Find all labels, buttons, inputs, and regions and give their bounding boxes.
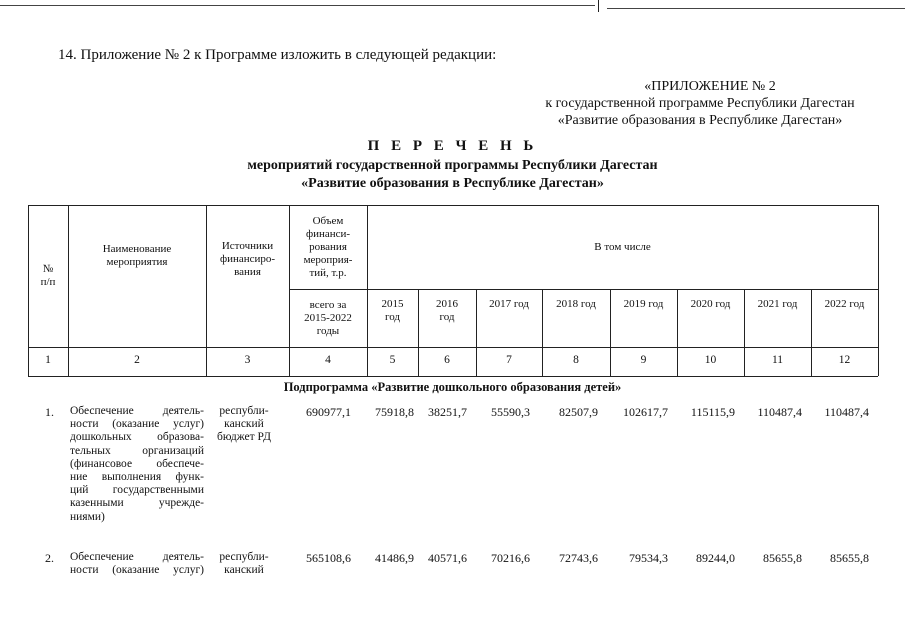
value-2020: 115115,9 (690, 405, 735, 419)
value-2015: 41486,9 (375, 551, 414, 565)
colnum-2: 2 (134, 354, 140, 366)
value-2017: 55590,3 (491, 405, 530, 419)
colnum-6: 6 (444, 354, 450, 366)
header-2020: 2020 год (690, 297, 731, 310)
colnum-8: 8 (573, 354, 579, 366)
top-rule-right (607, 8, 905, 9)
document-subtitle-2: «Развитие образования в Республике Дагестан» (301, 176, 604, 191)
colnum-12: 12 (838, 354, 851, 366)
document-title: П Е Р Е Ч Е Н Ь (367, 138, 538, 154)
appendix-line-2: к государственной программе Республики Дагестан (545, 96, 855, 111)
value-2019: 79534,3 (629, 551, 668, 565)
colnum-9: 9 (640, 354, 647, 366)
header-2018: 2018 год (556, 297, 596, 310)
row-index: 1. (45, 405, 54, 419)
value-2019: 102617,7 (623, 405, 668, 419)
subprogram-heading: Подпрограмма «Развитие дошкольного образования детей» (283, 380, 622, 394)
top-rule-left (0, 5, 595, 6)
row-index: 2. (45, 551, 54, 565)
document-subtitle-1: мероприятий государственной программы Республики Дагестан (247, 158, 658, 173)
value-2020: 89244,0 (696, 551, 735, 565)
value-2015: 75918,8 (375, 405, 414, 419)
row-source: республи- канский (219, 551, 269, 577)
header-2022: 2022 год (824, 297, 865, 310)
header-source: Источники финансиро- вания (219, 239, 276, 278)
colnum-7: 7 (506, 354, 512, 366)
header-2015: 2015 год (381, 298, 404, 323)
colnum-4: 4 (325, 354, 331, 366)
colnum-10: 10 (704, 354, 717, 366)
header-volume: Объем финанси- рования мероприя- тий, т.р. (303, 214, 353, 279)
value-2021: 110487,4 (757, 405, 802, 419)
row-name: Обеспечение деятель- ности (оказание услуг) дошкольных образова- тельных организаций (финансовое обеспече- ние выполнения функ- ций государственными казенными учрежде- ниями) (70, 405, 204, 523)
header-2021: 2021 год (757, 297, 798, 310)
value-2018: 72743,6 (559, 551, 598, 565)
value-total: 565108,6 (306, 551, 351, 565)
appendix-line-1: «ПРИЛОЖЕНИЕ № 2 (644, 79, 776, 94)
value-2016: 38251,7 (428, 405, 467, 419)
intro-paragraph: 14. Приложение № 2 к Программе изложить в следующей редакции: (58, 47, 497, 63)
value-2016: 40571,6 (428, 551, 467, 565)
row-name: Обеспечение деятель- ности (оказание услуг) (70, 551, 204, 577)
value-total: 690977,1 (306, 405, 351, 419)
header-num: № п/п (40, 263, 56, 288)
colnum-1: 1 (45, 354, 51, 366)
appendix-line-3: «Развитие образования в Республике Дагестан» (557, 113, 843, 128)
value-2017: 70216,6 (491, 551, 530, 565)
row-source: республи- канский бюджет РД (217, 405, 271, 444)
header-2016: 2016 год (436, 298, 458, 323)
header-name: Наименование мероприятия (102, 243, 172, 268)
header-total: всего за 2015-2022 годы (304, 298, 352, 337)
header-2017: 2017 год (489, 297, 529, 310)
value-2018: 82507,9 (559, 405, 598, 419)
value-2022: 110487,4 (824, 405, 869, 419)
header-2019: 2019 год (623, 297, 664, 310)
value-2021: 85655,8 (763, 551, 802, 565)
colnum-3: 3 (244, 354, 251, 366)
colnum-5: 5 (389, 354, 396, 366)
colnum-11: 11 (771, 354, 784, 366)
value-2022: 85655,8 (830, 551, 869, 565)
header-including: В том числе (594, 240, 651, 253)
top-rule-tick (598, 0, 599, 12)
